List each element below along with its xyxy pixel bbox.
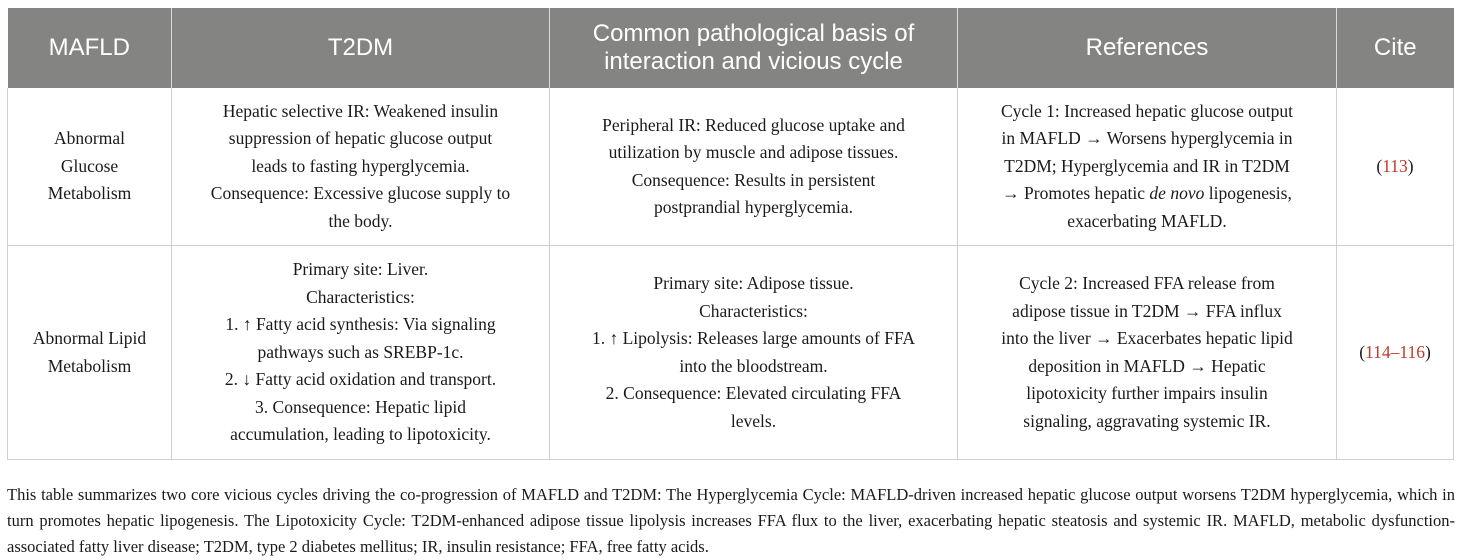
cell-line: accumulation, leading to lipotoxicity. [230,424,491,445]
cell-line: 2. Consequence: Elevated circulating FFA [605,383,902,403]
cell-line: signaling, aggravating systemic IR. [1023,410,1271,431]
cell-line: Primary site: Liver. [292,259,429,280]
citation-link[interactable]: 113 [1382,155,1408,176]
cell-line: Glucose [60,155,119,176]
text-segment: lipogenesis, [1204,183,1292,204]
table-row [8,88,1454,246]
cell-common [550,88,958,246]
cell-common [550,246,958,460]
cell-line: leads to fasting hyperglycemia. [251,155,470,176]
cell-t2dm [172,88,550,246]
cell-line: Characteristics: [699,300,808,321]
cell-line: utilization by muscle and adipose tissues. [608,142,899,162]
italic-term: de novo [1149,183,1205,204]
cell-cite [1337,246,1454,460]
cell-line: Peripheral IR: Reduced glucose uptake and [602,114,905,135]
cell-line: Consequence: Results in persistent [631,169,876,190]
header-row [8,8,1454,88]
cell-mafld [8,88,172,246]
cell-line: into the liver → Exacerbates hepatic lipid [1001,328,1293,348]
cell-line: T2DM; Hyperglycemia and IR in T2DM [1004,155,1290,176]
header-t2dm: T2DM [172,8,550,88]
text-segment: → Promotes hepatic [1002,183,1150,204]
cell-line: pathways such as SREBP-1c. [257,341,464,362]
cite-paren-close: ) [1424,341,1431,362]
cell-line: deposition in MAFLD → Hepatic [1028,355,1266,376]
cell-line: Hepatic selective IR: Weakened insulin [222,100,499,121]
cell-line: Abnormal [54,128,125,149]
cell-line: Metabolism [47,183,132,204]
header-mafld: MAFLD [8,8,172,88]
cell-line: into the bloodstream. [679,355,828,376]
header-references: References [958,8,1337,88]
cell-references [958,246,1337,460]
cell-line: Cycle 2: Increased FFA release from [1019,273,1275,293]
cell-line: Primary site: Adipose tissue. [653,273,854,293]
table-row [8,246,1454,460]
cell-cite [1337,88,1454,246]
table-footnote: This table summarizes two core vicious cycles driving the co-progression of MAFLD and T2DM: The Hyperglycemia Cycle: MAFLD-driven increased hepatic glucose output worsens T2DM hyperglycemia, which in turn promotes hepatic lipogenesis. The Lipotoxicity Cycle: T2DM-enhanced adipose tissue lipolysis increases FFA flux to the liver, exacerbating hepatic steatosis and systemic IR. MAFLD, metabolic dysfunction-associated fatty liver disease; T2DM, type 2 diabetes mellitus; IR, insulin resistance; FFA, free fatty acids. [7,484,1455,556]
cite-paren-close: ) [1407,155,1414,176]
cell-line: Abnormal Lipid [32,328,147,348]
cell-line: Metabolism [47,355,132,376]
header-cite: Cite [1337,8,1454,88]
data-table [7,8,1454,460]
cell-line: the body. [328,210,393,231]
cell-line: 2. ↓ Fatty acid oxidation and transport. [224,369,497,390]
header-common-basis: Common pathological basis of interaction and vicious cycle [550,8,958,88]
cell-mafld [8,246,172,460]
cell-line [968,180,1326,208]
cell-line: levels. [730,410,777,431]
cell-line: lipotoxicity further impairs insulin [1026,383,1268,403]
cell-line: adipose tissue in T2DM → FFA influx [1012,300,1282,321]
cell-line: Consequence: Excessive glucose supply to [210,183,511,204]
cell-t2dm [172,246,550,460]
cell-line: in MAFLD → Worsens hyperglycemia in [1001,128,1293,149]
cite-paren-open: ( [1376,155,1383,176]
cell-line: suppression of hepatic glucose output [228,128,493,149]
cell-line: Cycle 1: Increased hepatic glucose output [1000,100,1294,121]
cell-references [958,88,1337,246]
cell-line: exacerbating MAFLD. [1067,210,1227,231]
cell-line: Characteristics: [306,286,415,307]
cell-line: 1. ↑ Fatty acid synthesis: Via signaling [225,314,496,335]
citation-link[interactable]: 114–116 [1365,341,1425,362]
cell-line: 3. Consequence: Hepatic lipid [255,396,466,417]
cell-line: postprandial hyperglycemia. [654,197,853,217]
cite-paren-open: ( [1359,341,1366,362]
cell-line: 1. ↑ Lipolysis: Releases large amounts of FFA [591,328,916,348]
